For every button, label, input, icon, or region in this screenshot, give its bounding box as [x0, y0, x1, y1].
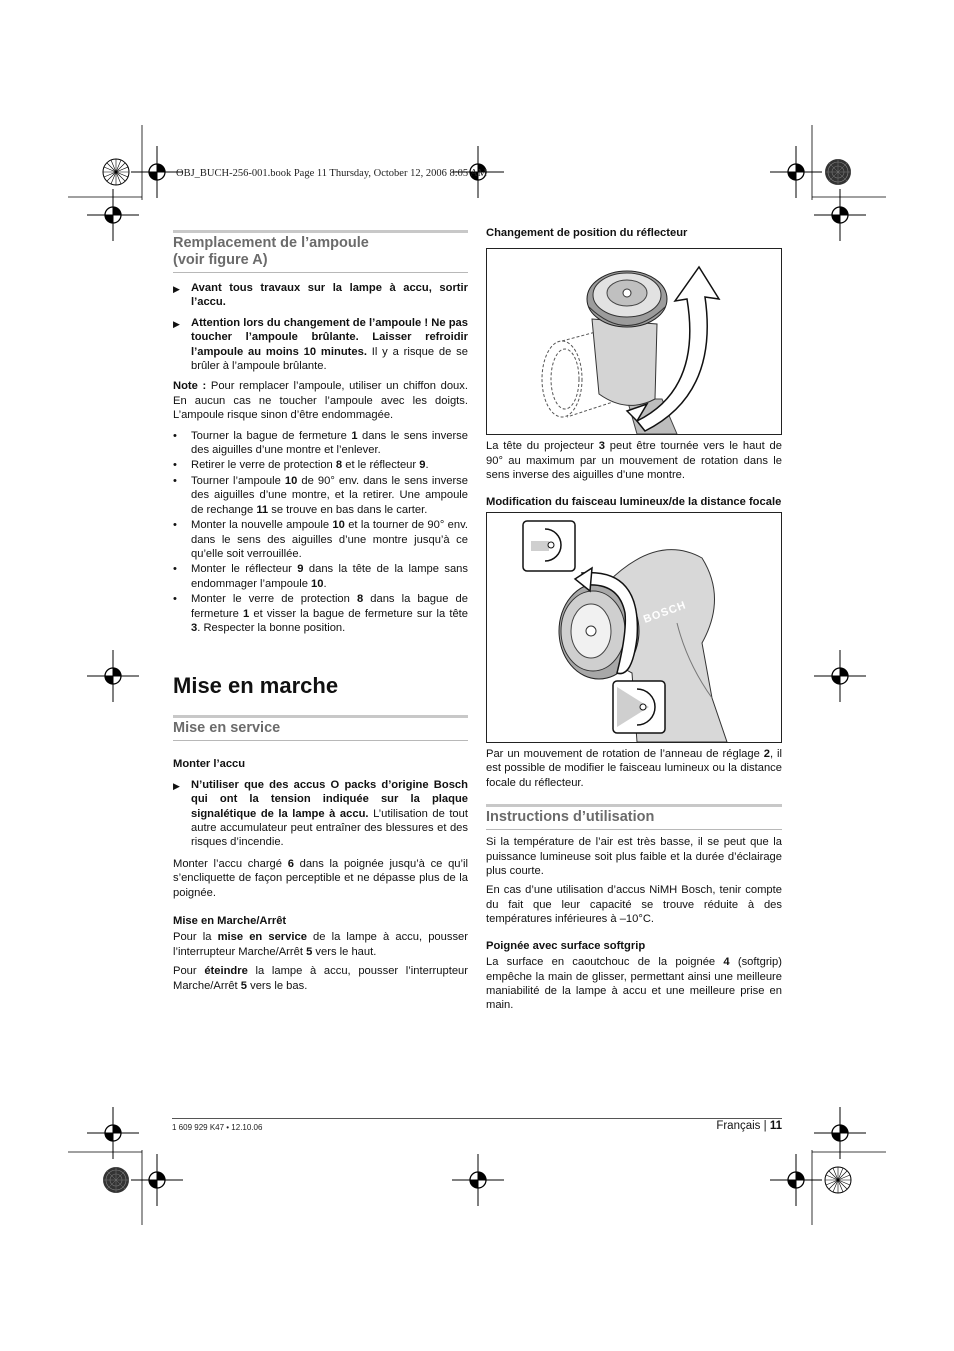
paragraph: Pour la mise en service de la lampe à accu, pousser l’interrupteur Marche/Arrêt 5 vers le haut. — [173, 931, 468, 958]
triangle-bullet-icon: ▶ — [173, 318, 180, 329]
right-column — [486, 226, 782, 1013]
note-paragraph: Note : Pour remplacer l’ampoule, utiliser un chiffon doux. En aucun cas ne toucher l’ampoule avec les doigts. L’ampoule risque sinon d’être endommagée. — [173, 380, 468, 422]
step-list — [173, 429, 468, 636]
chapter-title: Mise en marche — [173, 673, 339, 699]
lamp-head-illustration — [487, 249, 781, 434]
subheading-grip: Poignée avec surface softgrip — [486, 939, 646, 952]
triangle-bullet-icon: ▶ — [173, 284, 180, 294]
section-title-line: (voir figure A) — [173, 252, 268, 268]
warning-item: ▶ Avant tous travaux sur la lampe à accu, sortir l’accu. — [173, 282, 468, 309]
document-code: 1 609 929 K47 • 12.10.06 — [172, 1123, 263, 1132]
warning-item: ▶ Attention lors du changement de l’ampoule ! Ne pas toucher l’ampoule brûlante. Laisser refroidir l’ampoule au moins 10 minutes. Il y a risque de se brûler à l’ampoule brûlante. — [173, 316, 468, 373]
section-title-line: Remplacement de l’ampoule — [173, 235, 369, 251]
lamp-focus-illustration — [487, 513, 781, 742]
print-header: OBJ_BUCH-256-001.book Page 11 Thursday, October 12, 2006 8:05 AM — [176, 168, 488, 179]
paragraph: La tête du projecteur 3 peut être tournée vers le haut de 90° au maximum par un mouvement de rotation dans le sens inverse des aiguilles d’une montre. — [486, 440, 782, 482]
language-label: Français — [716, 1120, 761, 1132]
page-number — [700, 1120, 782, 1132]
subheading-onoff: Mise en Marche/Arrêt — [173, 915, 287, 927]
paragraph: Monter l’accu chargé 6 dans la poignée jusqu’à ce qu’il s’encliquette de façon perceptible et ne dépasse plus de la poignée. — [173, 857, 468, 899]
paragraph: La surface en caoutchouc de la poignée 4 (softgrip) empêche la main de glisser, permettant ainsi une meilleure maniabilité de la lampe à accu et une meilleure prise en main. — [486, 956, 782, 1012]
section-title-bulb — [173, 230, 468, 273]
list-item: • Monter le verre de protection 8 dans la bague de fermeture 1 et visser la bague de fermeture sur la tête 3. Respecter la bonne position. — [173, 593, 468, 634]
separator: | — [760, 1120, 770, 1132]
figure-reflector — [486, 248, 782, 435]
list-item: • Tourner la bague de fermeture 1 dans le sens inverse des aiguilles d’une montre et l’enlever. — [173, 429, 468, 457]
left-column — [173, 230, 468, 993]
subheading-beam: Modification du faisceau lumineux/de la distance focale — [486, 495, 782, 508]
list-item: • Monter le réflecteur 9 dans la tête de la lampe sans endommager l’ampoule 10. — [173, 563, 468, 590]
figure-beam — [486, 512, 782, 743]
paragraph: Si la température de l’air est très basse, il se peut que la puissance lumineuse soit plus faible et la durée d’éclairage plus courte. — [486, 836, 782, 878]
list-item: • Retirer le verre de protection 8 et le réflecteur 9. — [173, 459, 429, 472]
paragraph: Par un mouvement de rotation de l’anneau de réglage 2, il est possible de modifier le faisceau lumineux ou la distance focale du réflecteur. — [486, 748, 782, 789]
list-item: • Tourner l’ampoule 10 de 90° env. dans le sens inverse des aiguilles d’une montre, et la retirer. Une ampoule de rechange 11 se trouve en bas dans le carter. — [173, 474, 468, 516]
paragraph: Pour éteindre la lampe à accu, pousser l’interrupteur Marche/Arrêt 5 vers le bas. — [173, 965, 468, 992]
footer-rule — [172, 1118, 782, 1119]
section-title-usage: Instructions d’utilisation — [486, 804, 782, 830]
page-number-value: 11 — [769, 1120, 782, 1132]
warning-item: ▶ N’utiliser que des accus O packs d’origine Bosch qui ont la tension indiquée sur la plaque signalétique de la lampe à accu. L’utilisation de tout autre accumulateur peut entraîner des blessures et des risques d’incendie. — [173, 778, 468, 849]
section-title-startup: Mise en service — [173, 715, 468, 741]
triangle-bullet-icon: ▶ — [173, 780, 180, 791]
list-item: • Monter la nouvelle ampoule 10 et la tourner de 90° env. dans le sens des aiguilles d’une montre jusqu’à ce qu’elle soit verrouillée. — [173, 519, 468, 560]
paragraph: En cas d’une utilisation d’accus NiMH Bosch, tenir compte du fait que leur capacité se trouve réduite à des températures inférieures à –10°C. — [486, 884, 782, 926]
subheading-battery: Monter l’accu — [173, 758, 246, 771]
subheading-reflector: Changement de position du réflecteur — [486, 227, 688, 239]
brand-label: BOSCH — [641, 599, 689, 626]
